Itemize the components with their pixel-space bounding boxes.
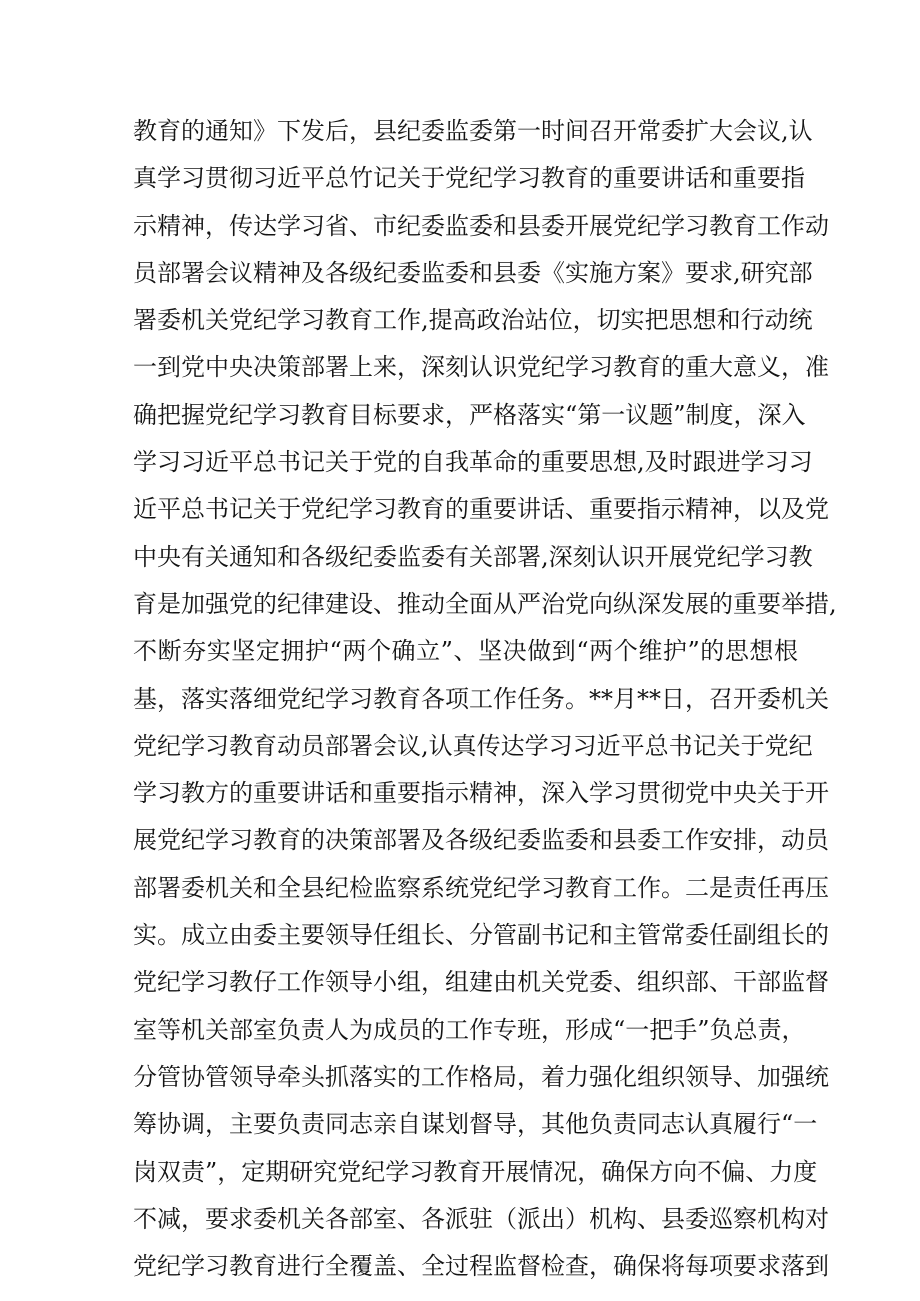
text-line: 不断夯实坚定拥护“两个确立”、坚决做到“两个维护”的思想根 [133,637,798,666]
text-line: 近平总书记关于党纪学习教育的重要讲话、重要指示精神，以及党 [133,495,829,524]
text-line: 员部署会议精神及各级纪委监委和县委《实施方案》要求,研究部 [133,258,813,287]
text-line: 岗双责”，定期研究党纪学习教育开展情况，确保方向不偏、力度 [133,1157,818,1186]
text-line: 党纪学习教仔工作领导小组，组建由机关党委、组织部、干部监督 [133,968,829,997]
text-line: 真学习贯彻习近平总竹记关于党纪学习教育的重要讲话和重要指 [133,164,805,193]
text-line: 学习教方的重要讲话和重要指示精神，深入学习贯彻党中央关于开 [133,779,829,808]
text-line: 室等机关部室负责人为成员的工作专班，形成“一把手”负总责， [133,1015,806,1044]
text-line: 筹协调，主要负责同志亲自谋划督导，其他负责同志认真履行“一 [133,1110,818,1139]
text-line: 育是加强党的纪律建设、推动全面从严治党向纵深发展的重要举措, [133,589,837,618]
text-line: 示精神，传达学习省、市纪委监委和县委开展党纪学习教育工作动 [133,211,829,240]
text-line: 不减，要求委机关各部室、各派驻（派出）机构、县委巡察机构对 [133,1204,829,1233]
text-line: 实。成立由委主要领导任组长、分管副书记和主管常委任副组长的 [133,921,829,950]
text-line: 党纪学习教育动员部署会议,认真传达学习习近平总书记关于党纪 [133,731,813,760]
text-line: 教育的通知》下发后，县纪委监委第一时间召开常委扩大会议,认 [133,117,813,145]
text-line: 党纪学习教育进行全覆盖、全过程监督检查，确保将每项要求落到 [133,1252,829,1281]
text-line: 分管协管领导牵头抓落实的工作格局，着力强化组织领导、加强统 [133,1062,829,1091]
text-line: 学习习近平总书记关于党的自我革命的重要思想,及时跟进学习习 [133,448,813,477]
text-line: 确把握党纪学习教育目标要求，严格落实“第一议题”制度，深入 [133,400,806,429]
text-line: 基，落实落细党纪学习教育各项工作任务。**月**日，召开委机关 [133,684,829,713]
text-line: 展党纪学习教育的决策部署及各级纪委监委和县委工作安排，动员 [133,826,829,855]
text-line: 部署委机关和全县纪检监察系统党纪学习教育工作。二是责任再压 [133,873,829,902]
text-line: 署委机关党纪学习教育工作,提高政治站位，切实把思想和行动统 [133,306,813,335]
text-line: 中央有关通知和各级纪委监委有关部署,深刻认识开展党纪学习教 [133,542,813,571]
text-line: 一到党中央决策部署上来，深刻认识党纪学习教育的重大意义，准 [133,353,829,382]
body-paragraph [133,108,837,1290]
